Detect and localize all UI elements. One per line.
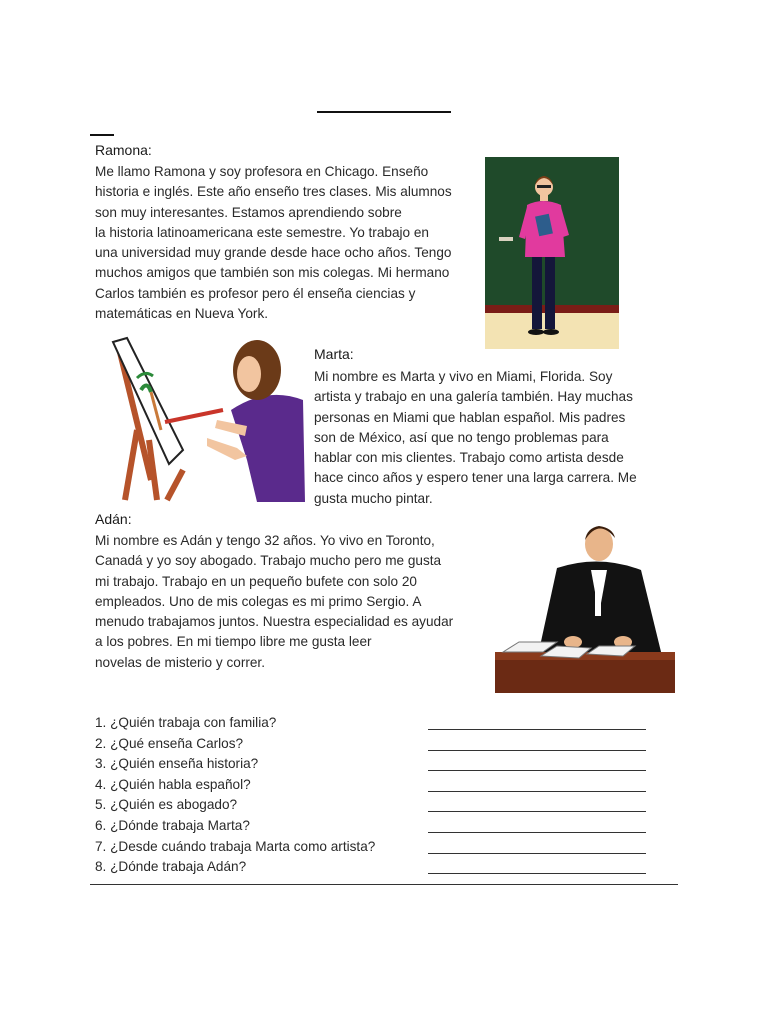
answer-blank[interactable] — [428, 873, 646, 874]
marta-name: Marta: — [314, 346, 354, 362]
ramona-line: la historia latinoamericana este semestre. Yo trabajo en — [95, 224, 429, 240]
answer-blank[interactable] — [428, 853, 646, 854]
adan-line: mi trabajo. Trabajo en un pequeño bufete con solo 20 — [95, 573, 417, 589]
question-item: 6. ¿Dónde trabaja Marta? — [95, 817, 250, 833]
ramona-line: Me llamo Ramona y soy profesora en Chicago. Enseño — [95, 164, 429, 179]
answer-blank[interactable] — [428, 811, 646, 812]
answer-blank[interactable] — [428, 832, 646, 833]
answer-blank[interactable] — [428, 750, 646, 751]
adan-line: novelas de misterio y correr. — [95, 654, 265, 670]
adan-line: a los pobres. En mi tiempo libre me gusta leer — [95, 634, 372, 650]
adan-line: menudo trabajamos juntos. Nuestra especialidad es ayudar — [95, 614, 454, 630]
marta-line: artista y trabajo en una galería también. Hay muchas — [314, 389, 633, 405]
adan-paragraph — [95, 531, 453, 673]
marta-line: personas en Miami que hablan español. Mis padres — [314, 409, 626, 425]
marta-line: hablar con mis clientes. Trabajo como artista desde — [314, 450, 624, 466]
questions-list — [95, 713, 375, 878]
teacher-illustration — [485, 157, 619, 349]
ramona-line: matemáticas en Nueva York. — [95, 306, 269, 322]
ramona-name: Ramona: — [95, 142, 152, 158]
marta-paragraph — [314, 367, 637, 509]
question-item: 1. ¿Quién trabaja con familia? — [95, 715, 277, 730]
ramona-line: Carlos también es profesor pero él enseña ciencias y — [95, 285, 416, 301]
answer-blank[interactable] — [428, 729, 646, 730]
question-item: 8. ¿Dónde trabaja Adán? — [95, 859, 247, 875]
question-item: 5. ¿Quién es abogado? — [95, 797, 238, 813]
marta-line: Mi nombre es Marta y vivo en Miami, Florida. Soy — [314, 369, 613, 384]
bottom-rule — [90, 884, 678, 885]
title-underline — [317, 111, 451, 113]
adan-line: Canadá y yo soy abogado. Trabajo mucho pero me gusta — [95, 553, 442, 569]
question-item: 4. ¿Quién habla español? — [95, 776, 251, 792]
adan-name: Adán: — [95, 511, 132, 527]
answer-blank[interactable] — [428, 770, 646, 771]
lawyer-illustration — [495, 518, 675, 693]
marta-line: hace cinco años y espero tener una larga carrera. Me — [314, 470, 637, 486]
name-tick-mark — [90, 134, 114, 136]
painter-illustration — [107, 330, 305, 502]
question-item: 3. ¿Quién enseña historia? — [95, 756, 259, 772]
ramona-line: son muy interesantes. Estamos aprendiendo sobre — [95, 204, 402, 220]
ramona-paragraph — [95, 162, 452, 324]
question-item: 2. ¿Qué enseña Carlos? — [95, 735, 244, 751]
question-item: 7. ¿Desde cuándo trabaja Marta como artista? — [95, 838, 376, 854]
adan-line: empleados. Uno de mis colegas es mi primo Sergio. A — [95, 593, 422, 609]
answer-blank[interactable] — [428, 791, 646, 792]
marta-line: gusta mucho pintar. — [314, 490, 433, 506]
ramona-line: muchos amigos que también son mis colegas. Mi hermano — [95, 265, 450, 281]
ramona-line: una universidad muy grande desde hace ocho años. Tengo — [95, 245, 452, 261]
adan-line: Mi nombre es Adán y tengo 32 años. Yo vivo en Toronto, — [95, 533, 435, 548]
ramona-line: historia e inglés. Este año enseño tres clases. Mis alumnos — [95, 184, 452, 200]
marta-line: son de México, así que no tengo problemas para — [314, 429, 609, 445]
